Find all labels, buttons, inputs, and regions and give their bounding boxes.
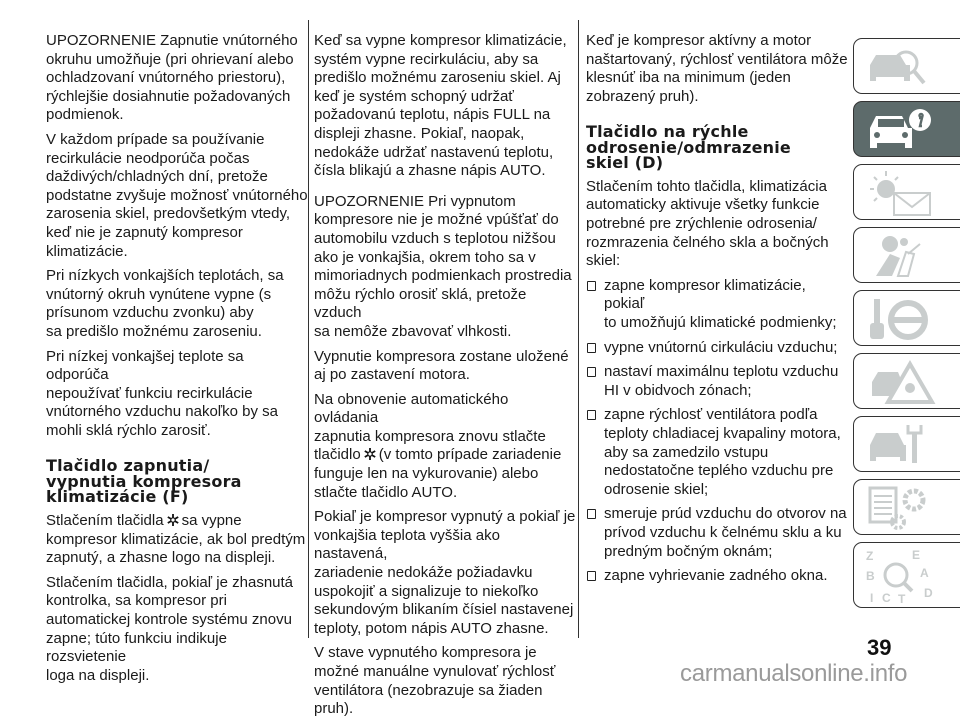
tab-car-info[interactable] (853, 101, 960, 157)
paragraph: Keď je kompresor aktívny a motor naštartovaný, rýchlosť ventilátora môže klesnúť iba na minimum (jeden zobrazený pruh). (586, 32, 848, 105)
list-item-text: zapne rýchlosť ventilátora podľa teploty chladiacej kvapaliny motora, aby sa zamedzilo vstupu nedostatočne teplého vzduchu pre odrosenie skiel; (604, 406, 841, 498)
column-divider (578, 20, 579, 638)
index-letter: A (920, 566, 929, 580)
column-3 (586, 32, 848, 592)
column-1 (46, 32, 308, 691)
paragraph (46, 512, 308, 568)
paragraph: UPOZORNENIE Zapnutie vnútorného okruhu umožňuje (pri ohrievaní alebo ochladzovaní vnútorného priestoru), rýchlejšie dosiahnutie požadovaných podmienok. (46, 32, 298, 124)
tab-airbag-seat[interactable] (853, 227, 960, 283)
alphabetical-index-icon (862, 547, 946, 605)
car-magnifier-icon (862, 43, 946, 91)
list-item-text: vypne vnútornú cirkuláciu vzduchu; (604, 338, 838, 356)
index-letter: B (866, 569, 875, 583)
paragraph: Pokiaľ je kompresor vypnutý a pokiaľ je vonkajšia teplota vyššia ako nastavená, zariadenie nedokáže požiadavku uspokojiť a signalizuje to niekoľko sekundovým blikaním čísiel nastavenej teploty, potom nápis AUTO zhasne. (314, 508, 576, 637)
list-item (586, 567, 848, 586)
index-letter: C (882, 591, 891, 605)
index-letter: T (898, 592, 906, 605)
paragraph: UPOZORNENIE Pri vypnutom kompresore nie je možné vpúšťať do automobilu vzduch s teplotou nižšou ako je vonkajšia, okrem toho sa v mimoriadnych podmienkach prostredia môžu rýchlo orosiť sklá, pretože vzduch sa nemôže zbavovať vlhkosti. (314, 192, 572, 340)
list-item-text: zapne vyhrievanie zadného okna. (604, 567, 828, 585)
section-heading: Tlačidlo na rýchle odrosenie/odmrazenie skiel (D) (586, 122, 791, 173)
paragraph: V stave vypnutého kompresora je možné manuálne vynulovať rýchlosť ventilátora (nezobrazuje sa žiaden pruh). (314, 644, 556, 718)
car-info-icon (862, 106, 946, 154)
paragraph: Vypnutie kompresora zostane uložené aj po zastavení motora. (314, 347, 569, 384)
checkbox-bullet-icon (587, 571, 596, 581)
checkbox-bullet-icon (587, 367, 596, 377)
bullet-list (586, 277, 848, 586)
paragraph (314, 391, 576, 503)
paragraph: Pri nízkej vonkajšej teplote sa odporúča nepoužívať funkciu recirkulácie vnútorného vzduchu nakoľko by sa mohli sklá rýchlo zarosiť. (46, 347, 279, 439)
text: sa vypne kompresor klimatizácie, ak bol predtým zapnutý, a zhasne logo na displeji. (46, 511, 306, 567)
text: Na obnovenie automatického ovládania zapnutia kompresora znovu stlačte tlačidlo (314, 390, 546, 464)
list-item-text: nastaví maximálnu teplotu vzduchu HI v obidvoch zónach; (604, 363, 839, 399)
tab-specifications[interactable] (853, 479, 960, 535)
airbag-seat-icon (862, 232, 946, 280)
paragraph: V každom prípade sa používanie recirkulácie neodporúča počas daždivých/chladných dní, pretože podstatne zvyšuje možnosť vnútorného zarosenia skiel, predovšetkým vtedy, keď nie je zapnutý kompresor klimatizácie. (46, 130, 308, 260)
paragraph: Keď sa vypne kompresor klimatizácie, systém vypne recirkuláciu, aby sa predišlo možnému zaroseniu skiel. Aj keď je systém schopný udržať požadovanú teplotu, nápis FULL na displeji zhasne. Pokiaľ, naopak, nedokáže udržať nastavenú teplotu, čísla blikajú a zhasne nápis AUTO. (314, 32, 567, 180)
column-2 (314, 32, 576, 725)
text: Stlačením tlačidla (46, 511, 164, 529)
column-divider (308, 20, 309, 638)
tab-car-service[interactable] (853, 416, 960, 472)
tab-warning-lights[interactable] (853, 164, 960, 220)
paragraph: Pri nízkych vonkajších teplotách, sa vnútorný okruh vynútene vypne (s prísunom vzduchu zvonku) aby sa predišlo možnému zaroseniu. (46, 267, 284, 340)
index-letter: E (912, 548, 921, 562)
warning-light-envelope-icon (862, 169, 946, 217)
document-gears-icon (862, 484, 946, 532)
ac-snowflake-icon (166, 513, 180, 527)
list-item-text: zapne kompresor klimatizácie, pokiaľ to umožňujú klimatické podmienky; (604, 276, 837, 332)
paragraph: Stlačením tohto tlačidla, klimatizácia automaticky aktivuje všetky funkcie potrebné pre zrýchlenie odrosenia/ rozmrazenia čelného skla a bočných skiel: (586, 177, 829, 270)
car-warning-triangle-icon (862, 358, 946, 406)
tab-car-search[interactable] (853, 38, 960, 94)
ac-snowflake-icon (363, 447, 377, 461)
watermark: carmanualsonline.info (680, 660, 908, 687)
checkbox-bullet-icon (587, 410, 596, 420)
key-steering-wheel-icon (862, 295, 946, 343)
list-item (586, 406, 848, 499)
index-letter: D (924, 586, 933, 600)
list-item (586, 363, 848, 400)
text: (v tomto prípade zariadenie funguje len na vykurovanie) alebo stlačte tlačidlo AUTO. (314, 446, 562, 501)
list-item-text: smeruje prúd vzduchu do otvorov na prívod vzduchu k čelnému sklu a ku predným bočným oknám; (604, 505, 847, 560)
page-number: 39 (867, 635, 892, 660)
section-heading: Tlačidlo zapnutia/ vypnutia kompresora klimatizácie (F) (46, 456, 242, 507)
tab-key-steering[interactable] (853, 290, 960, 346)
index-letter: I (870, 591, 874, 605)
tab-car-emergency[interactable] (853, 353, 960, 409)
list-item (586, 277, 848, 333)
list-item (586, 339, 848, 358)
index-letter: Z (866, 549, 874, 563)
list-item (586, 505, 848, 561)
tab-index[interactable] (853, 542, 960, 608)
checkbox-bullet-icon (587, 281, 596, 291)
car-wrench-icon (862, 421, 946, 469)
paragraph: Stlačením tlačidla, pokiaľ je zhasnutá kontrolka, sa kompresor pri automatickej kontrole systému znovu zapne; túto funkciu indikuje rozsvietenie loga na displeji. (46, 573, 294, 684)
checkbox-bullet-icon (587, 343, 596, 353)
checkbox-bullet-icon (587, 509, 596, 519)
